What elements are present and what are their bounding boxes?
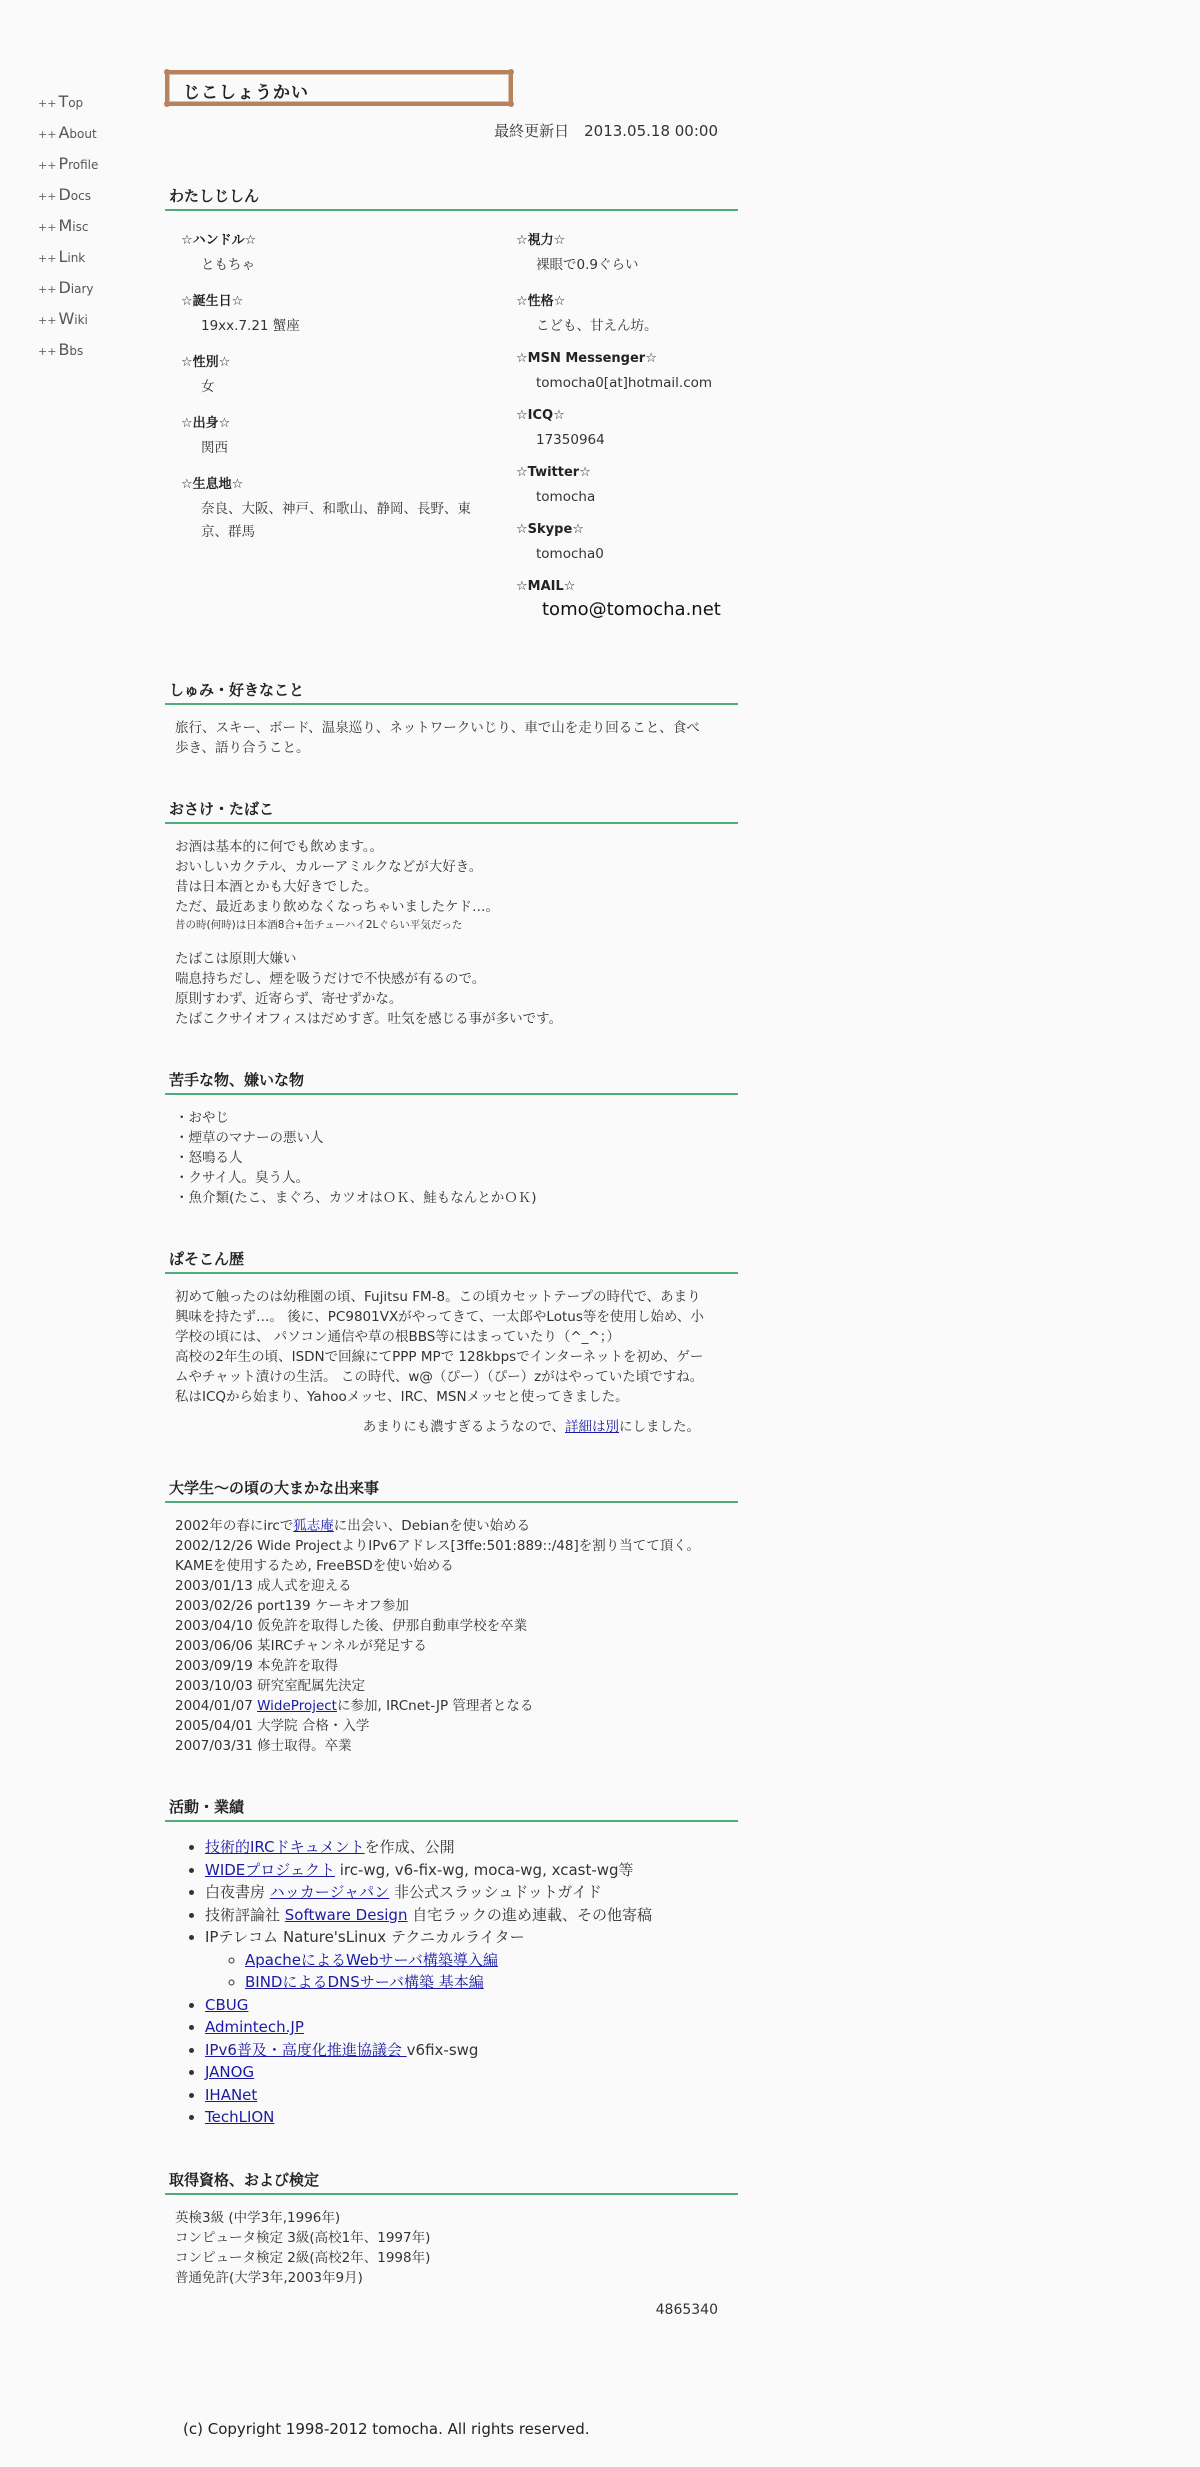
gender-label: ☆性別☆	[181, 355, 231, 370]
event-row: 2003/01/13 成人式を迎える	[175, 1578, 352, 1594]
qualification-item: 普通免許(大学3年,2003年9月)	[175, 2269, 363, 2286]
icq-label: ☆ICQ☆	[516, 408, 565, 423]
event-row: 2003/09/19 本免許を取得	[175, 1658, 339, 1674]
skype-label: ☆Skype☆	[516, 522, 584, 537]
residence-label: ☆生息地☆	[181, 477, 244, 492]
event-row: 2003/06/06 某IRCチャンネルが発足する	[175, 1638, 427, 1654]
pc-detail-link[interactable]: 詳細は別	[565, 1419, 619, 1435]
tobacco-line: 原則すわず、近寄らず、寄せずかな。	[175, 991, 403, 1007]
mail-value: tomo@tomocha.net	[542, 599, 721, 620]
work-item	[205, 1994, 738, 2017]
work-item	[205, 2106, 738, 2129]
alcohol-heading: おさけ・たばこ	[165, 798, 738, 824]
bind-guide-link[interactable]: BINDによるDNSサーバ構築 基本編	[245, 1973, 484, 1991]
tobacco-line: たばこは原則大嫌い	[175, 951, 297, 967]
apache-guide-link[interactable]: ApacheによるWebサーバ構築導入編	[245, 1950, 498, 1969]
corner-dot	[508, 69, 514, 75]
college-heading: 大学生～の頃の大まかな出来事	[165, 1477, 738, 1503]
qualification-item: コンピュータ検定 2級(高校2年、1998年)	[175, 2249, 431, 2266]
qualification-item: コンピュータ検定 3級(高校1年、1997年)	[175, 2229, 431, 2246]
koshian-link[interactable]: 狐志庵	[293, 1518, 334, 1534]
handle-label: ☆ハンドル☆	[181, 233, 257, 248]
corner-dot	[508, 101, 514, 107]
nav-about[interactable]: ++ About	[38, 123, 97, 142]
personality-label: ☆性格☆	[516, 294, 566, 309]
pc-heading: ぱそこん歴	[165, 1248, 738, 1274]
wide-project-link[interactable]: WIDEプロジェクト	[205, 1860, 335, 1879]
profile-heading: わたしじしん	[165, 185, 738, 211]
origin-label: ☆出身☆	[181, 416, 231, 431]
pc-text: 初めて触ったのは幼稚園の頃、Fujitsu FM-8。この頃カセットテープの時代で、あまり興味を持たず…。 後に、PC9801VXがやってきて、一太郎やLotus等を使用し始め、小学校の頃には、 パソコン通信や草の根BBS等にはまっていたり（^_^；）	[175, 1289, 704, 1345]
hobby-heading: しゅみ・好きなこと	[165, 679, 738, 705]
twitter-value: tomocha	[536, 489, 596, 505]
work-item: • 白夜書房 ハッカージャパン 非公式スラッシュドットガイド	[205, 1881, 738, 1904]
qualification-item: 英検3級 (中学3年,1996年)	[175, 2209, 341, 2226]
dislike-item: ・魚介類(たこ、まぐろ、カツオはＯＫ、鮭もなんとかＯＫ)	[175, 1190, 537, 1206]
profile-left-column	[181, 229, 516, 634]
work-item: • WIDEプロジェクト irc-wg, v6-fix-wg, moca-wg, xcast-wg等	[205, 1859, 738, 1882]
mail-label: ☆MAIL☆	[516, 579, 576, 594]
dislikes-section	[165, 1069, 738, 1208]
wideproject-link[interactable]: WideProject	[257, 1698, 337, 1714]
event-row: 2003/10/03 研究室配属先決定	[175, 1678, 366, 1694]
work-item: • IPv6普及・高度化推進協議会 v6fix-swg	[205, 2039, 738, 2062]
eyesight-value: 裸眼で0.9ぐらい	[536, 257, 639, 273]
work-item	[205, 2084, 738, 2107]
work-item	[205, 2016, 738, 2039]
event-row: 2003/02/26 port139 ケーキオフ参加	[175, 1598, 409, 1614]
dislike-item: ・怒鳴る人	[175, 1150, 243, 1166]
dislike-item: ・おやじ	[175, 1110, 229, 1126]
pc-more: あまりにも濃すぎるようなので、詳細は別にしました。	[362, 1419, 700, 1435]
alcohol-line: おいしいカクテル、カルーアミルクなどが大好き。	[175, 859, 483, 875]
tobacco-line: たばこクサイオフィスはだめすぎ。吐気を感じる事が多いです。	[175, 1011, 563, 1027]
alcohol-line: ただ、最近あまり飲めなくなっちゃいましたケド…。	[175, 899, 499, 915]
event-row: 2002/12/26 Wide ProjectよりIPv6アドレス[3ffe:501:889::/48]を割り当てて頂く。	[175, 1538, 700, 1554]
event-row: 2002年の春にircで狐志庵に出会い、Debianを使い始める	[175, 1518, 531, 1534]
alcohol-line: 昔は日本酒とかも大好きでした。	[175, 879, 378, 895]
event-row: KAMEを使用するため, FreeBSDを使い始める	[175, 1558, 454, 1574]
handle-value: ともちゃ	[201, 257, 255, 273]
nav-wiki[interactable]: ++ Wiki	[38, 309, 88, 328]
irc-docs-link[interactable]: 技術的IRCドキュメント	[205, 1838, 365, 1856]
alcohol-line: お酒は基本的に何でも飲めます。。	[175, 839, 384, 855]
dislike-item: ・クサイ人。臭う人。	[175, 1170, 310, 1186]
techlion-link[interactable]: TechLION	[205, 2108, 275, 2126]
origin-value: 関西	[201, 440, 228, 456]
corner-dot	[164, 69, 170, 75]
residence-value: 奈良、大阪、神戸、和歌山、静岡、長野、東京、群馬	[201, 501, 471, 540]
nav-misc[interactable]: ++ Misc	[38, 216, 89, 235]
page-title-box	[165, 70, 513, 106]
page-title: じこしょうかい	[183, 83, 309, 103]
event-row: 2003/04/10 仮免許を取得した後、伊那自動車学校を卒業	[175, 1618, 528, 1634]
works-heading: 活動・業績	[165, 1796, 738, 1822]
work-item: • 技術的IRCドキュメントを作成、公開	[205, 1836, 738, 1859]
profile-section	[165, 185, 738, 634]
nav-profile[interactable]: ++ Profile	[38, 154, 99, 173]
nav-top[interactable]: ++ Top	[38, 92, 84, 111]
copyright-footer: (c) Copyright 1998-2012 tomocha. All rights reserved.	[183, 2420, 590, 2438]
profile-right-column	[516, 229, 736, 634]
alcohol-note: 昔の時(何時)は日本酒8合+缶チューハイ2Lぐらい平気だった	[175, 919, 463, 931]
hobby-text: 旅行、スキー、ボード、温泉巡り、ネットワークいじり、車で山を走り回ること、食べ歩き、語り合うこと。	[175, 720, 700, 756]
janog-link[interactable]: JANOG	[205, 2063, 255, 2081]
work-item: • 技術評論社 Software Design 自宅ラックの進め連載、その他寄稿	[205, 1904, 738, 1927]
dislike-item: ・煙草のマナーの悪い人	[175, 1130, 324, 1146]
software-design-link[interactable]: Software Design	[284, 1905, 408, 1924]
icq-value: 17350964	[536, 432, 605, 448]
works-section	[165, 1796, 738, 2129]
msn-value: tomocha0[at]hotmail.com	[536, 375, 713, 391]
ihanet-link[interactable]: IHANet	[205, 2085, 258, 2104]
hacker-japan-link[interactable]: ハッカージャパン	[269, 1883, 390, 1901]
dislikes-heading: 苦手な物、嫌いな物	[165, 1069, 738, 1095]
tobacco-line: 喘息持ちだし、煙を吸うだけで不快感が有るので。	[175, 971, 486, 987]
admintech-link[interactable]: Admintech.JP	[205, 2018, 304, 2036]
nav-docs[interactable]: ++ Docs	[38, 185, 91, 204]
birthday-label: ☆誕生日☆	[181, 294, 244, 309]
college-section	[165, 1477, 738, 1756]
ipv6-council-link[interactable]: IPv6普及・高度化推進協議会	[205, 2040, 407, 2059]
eyesight-label: ☆視力☆	[516, 233, 566, 248]
skype-value: tomocha0	[536, 546, 604, 562]
main-content	[165, 70, 738, 2318]
twitter-label: ☆Twitter☆	[516, 465, 591, 480]
alcohol-section	[165, 798, 738, 1029]
pc-text-2: 高校の2年生の頃、ISDNで回線にてPPP MPで 128kbpsでインターネットを初め、ゲームやチャット漬けの生活。 この時代、w@（ぴー）（ぴー）zがはやっていた頃ですね。私はICQから始まり、Yahooメッセ、IRC、MSNメッセと使ってきました。	[175, 1349, 704, 1405]
birthday-value: 19xx.7.21 蟹座	[201, 318, 300, 334]
corner-dot	[164, 101, 170, 107]
qualifications-section	[165, 2169, 738, 2288]
cbug-link[interactable]: CBUG	[205, 1995, 249, 2014]
side-nav	[38, 92, 158, 371]
event-row: 2005/04/01 大学院 合格・入学	[175, 1718, 370, 1734]
pc-section	[165, 1248, 738, 1437]
event-row: 2004/01/07 WideProjectに参加, IRCnet-JP 管理者となる	[175, 1698, 534, 1714]
nav-link[interactable]: ++ Link	[38, 247, 86, 266]
work-item	[205, 2061, 738, 2084]
access-counter: 4865340	[655, 2301, 718, 2318]
msn-label: ☆MSN Messenger☆	[516, 351, 657, 366]
gender-value: 女	[201, 379, 215, 395]
qualifications-heading: 取得資格、および検定	[165, 2169, 738, 2195]
nav-bbs[interactable]: ++ Bbs	[38, 340, 84, 359]
hobby-section	[165, 679, 738, 758]
work-item: • IPテレコム Nature'sLinux テクニカルライター ◦ ApacheによるWebサーバ構築導入編 ◦ BINDによるDNSサーバ構築 基本編	[205, 1926, 738, 1994]
event-row: 2007/03/31 修士取得。卒業	[175, 1738, 352, 1754]
personality-value: こども、甘えん坊。	[536, 318, 658, 334]
last-updated: 最終更新日 2013.05.18 00:00	[494, 122, 718, 140]
nav-diary[interactable]: ++ Diary	[38, 278, 94, 297]
